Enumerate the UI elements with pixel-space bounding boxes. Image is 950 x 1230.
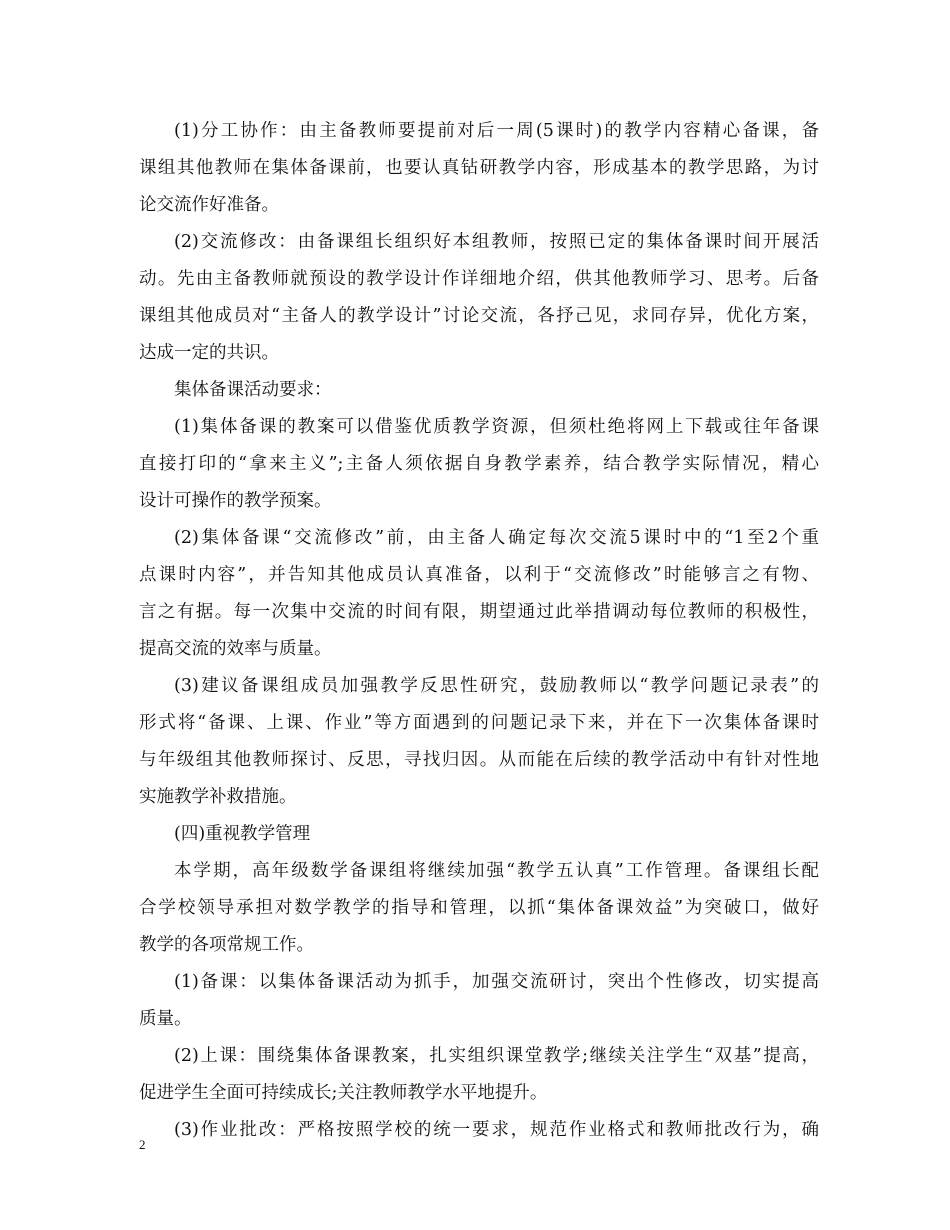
paragraph-homework-grading: [139, 1112, 819, 1149]
text-line: 提高交流的效率与质量。: [139, 639, 332, 659]
text-line: 论交流作好准备。: [139, 195, 279, 215]
paragraph-classroom: [139, 1038, 819, 1112]
text-line: 促进学生全面可持续成长;关注教师教学水平地提升。: [139, 1083, 548, 1103]
text-line: (1)备课：以集体备课活动为抓手，加强交流研讨，突出个性修改，切实提高: [174, 972, 819, 992]
section-heading: (四)重视教学管理: [174, 824, 311, 844]
text-line: 形式将“备课、上课、作业”等方面遇到的问题记录下来，并在下一次集体备课时: [139, 713, 819, 733]
text-line: (1)集体备课的教案可以借鉴优质教学资源，但须杜绝将网上下载或往年备课: [174, 417, 819, 437]
text-line: 与年级组其他教师探讨、反思，寻找归因。从而能在后续的教学活动中有针对性地: [139, 750, 819, 770]
paragraph-lesson-prep: [139, 964, 819, 1038]
text-line: 达成一定的共识。: [139, 343, 279, 363]
paragraph-division-of-labor: [139, 113, 819, 224]
text-line: (3)建议备课组成员加强教学反思性研究，鼓励教师以“教学问题记录表”的: [174, 676, 819, 696]
paragraph-requirement-3: [139, 668, 819, 816]
text-line: (3)作业批改：严格按照学校的统一要求，规范作业格式和教师批改行为，确: [174, 1120, 819, 1140]
text-line: 点课时内容”，并告知其他成员认真准备，以利于“交流修改”时能够言之有物、: [139, 565, 819, 585]
text-line: 本学期，高年级数学备课组将继续加强“教学五认真”工作管理。备课组长配: [174, 861, 819, 881]
text-line: 言之有据。每一次集中交流的时间有限，期望通过此举措调动每位教师的积极性，: [139, 602, 819, 622]
text-line: 设计可操作的教学预案。: [139, 491, 332, 511]
document-body: [139, 113, 819, 1149]
text-line: 集体备课活动要求：: [174, 380, 332, 400]
paragraph-semester-plan: [139, 853, 819, 964]
text-line: 动。先由主备教师就预设的教学设计作详细地介绍，供其他教师学习、思考。后备: [139, 269, 819, 289]
text-line: (2)上课：围绕集体备课教案，扎实组织课堂教学;继续关注学生“双基”提高，: [174, 1046, 819, 1066]
text-line: 课组其他教师在集体备课前，也要认真钻研教学内容，形成基本的教学思路，为讨: [139, 158, 819, 178]
text-line: 教学的各项常规工作。: [139, 935, 314, 955]
text-line: 课组其他成员对“主备人的教学设计”讨论交流，各抒己见，求同存异，优化方案，: [139, 306, 819, 326]
text-line: (2)集体备课“交流修改”前，由主备人确定每次交流5课时中的“1至2个重: [174, 528, 819, 548]
page-number: 2: [139, 1137, 146, 1152]
text-line: 质量。: [139, 1009, 192, 1029]
paragraph-requirements-heading: [139, 372, 819, 409]
text-line: (1)分工协作：由主备教师要提前对后一周(5课时)的教学内容精心备课，备: [174, 121, 819, 141]
paragraph-requirement-2: [139, 520, 819, 668]
paragraph-requirement-1: [139, 409, 819, 520]
text-line: 合学校领导承担对数学教学的指导和管理，以抓“集体备课效益”为突破口，做好: [139, 898, 819, 918]
paragraph-exchange-revision: [139, 224, 819, 372]
section-heading-teaching-management: [139, 816, 819, 853]
text-line: (2)交流修改：由备课组长组织好本组教师，按照已定的集体备课时间开展活: [174, 232, 819, 252]
text-line: 直接打印的“拿来主义”;主备人须依据自身教学素养，结合教学实际情况，精心: [139, 454, 819, 474]
text-line: 实施教学补救措施。: [139, 787, 297, 807]
